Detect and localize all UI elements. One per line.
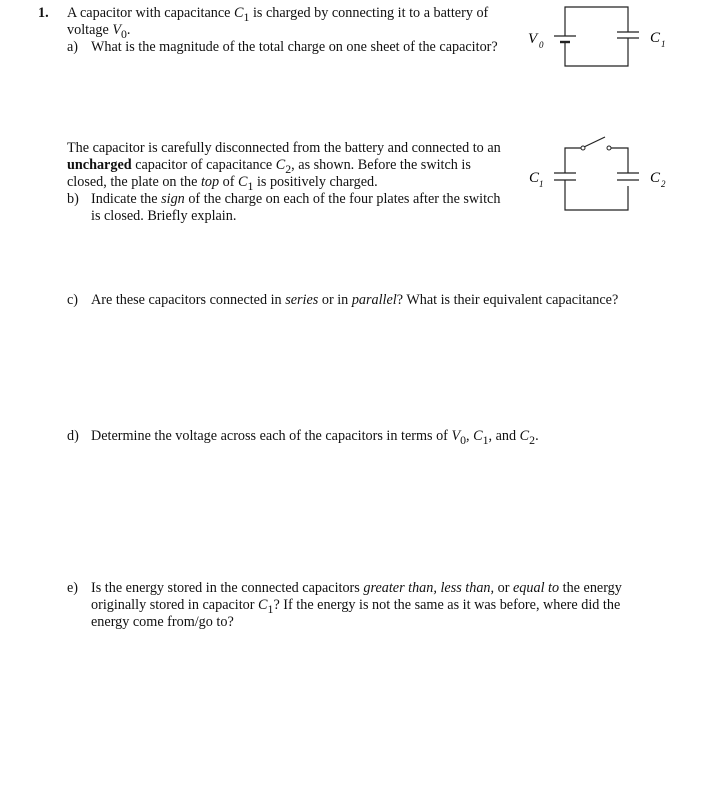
circuit1-wire-bottom bbox=[565, 42, 628, 66]
part-e-text: or bbox=[494, 580, 513, 596]
circuit-diagram-1 bbox=[525, 0, 685, 72]
c2-symbol: C bbox=[275, 157, 286, 173]
c1-symbol: C bbox=[238, 174, 248, 190]
c1-subscript: 1 bbox=[482, 432, 489, 447]
part-e-text: ? If the energy is not the same as it was before, where did the bbox=[273, 597, 621, 613]
top-italic: top bbox=[200, 174, 220, 190]
circuit2-wire-top-left bbox=[565, 148, 581, 173]
intro-text: is charged by connecting it to a battery of bbox=[249, 5, 489, 21]
part-b-text: Indicate the bbox=[91, 191, 162, 207]
part-c-text: Are these capacitors connected in bbox=[91, 292, 286, 308]
circuit2-wire-bottom bbox=[565, 180, 628, 210]
c2-symbol: C bbox=[519, 428, 530, 444]
c1-symbol: C bbox=[258, 597, 268, 613]
setup-text: is positively charged. bbox=[253, 174, 378, 190]
setup-text: , as shown. Before the switch is bbox=[291, 157, 471, 173]
cap1-label: C bbox=[529, 170, 540, 186]
problem-number: 1. bbox=[38, 5, 49, 21]
intro-text: voltage bbox=[67, 22, 113, 38]
part-e-line-3: energy come from/go to? bbox=[91, 614, 234, 630]
part-c-text: ? What is their equivalent capacitance? bbox=[396, 292, 619, 308]
part-e-line-1 bbox=[91, 580, 622, 597]
part-b-line-2: is closed. Briefly explain. bbox=[91, 208, 237, 224]
part-d-text: . bbox=[535, 428, 539, 444]
part-a-text: What is the magnitude of the total charge on one sheet of the capacitor? bbox=[91, 39, 498, 55]
part-b-text: of the charge on each of the four plates after the switch bbox=[184, 191, 501, 207]
setup-line-1: The capacitor is carefully disconnected from the battery and connected to an bbox=[67, 140, 501, 156]
switch-blade bbox=[584, 137, 605, 147]
c2-subscript: 2 bbox=[529, 432, 536, 447]
switch-contact-right bbox=[607, 146, 611, 150]
part-e-text: originally stored in capacitor bbox=[91, 597, 259, 613]
equal-to-italic: equal to bbox=[512, 580, 560, 596]
part-c-text bbox=[91, 292, 618, 309]
c1-subscript: 1 bbox=[267, 601, 274, 616]
c2-subscript: 2 bbox=[285, 161, 292, 176]
part-d-text: , and bbox=[488, 428, 520, 444]
part-c-text: or in bbox=[318, 292, 352, 308]
parallel-italic: parallel bbox=[351, 292, 397, 308]
v0-subscript: 0 bbox=[120, 26, 127, 41]
c1-subscript: 1 bbox=[247, 178, 254, 193]
comparison-options-italic: greater than, less than, bbox=[363, 580, 495, 596]
intro-text: A capacitor with capacitance bbox=[67, 5, 235, 21]
cap1-label-sub: 1 bbox=[539, 179, 544, 189]
cap-c1-label-sub: 1 bbox=[661, 39, 666, 49]
cap2-label: C bbox=[650, 170, 661, 186]
part-d-text: , bbox=[466, 428, 474, 444]
part-d-text: Determine the voltage across each of the capacitors in terms of bbox=[91, 428, 452, 444]
c1-symbol: C bbox=[234, 5, 244, 21]
series-italic: series bbox=[285, 292, 319, 308]
battery-label-sub: 0 bbox=[539, 40, 544, 50]
cap-c1-label: C bbox=[650, 30, 661, 46]
part-b-label: b) bbox=[67, 191, 79, 207]
c1-symbol: C bbox=[473, 428, 483, 444]
part-a-label: a) bbox=[67, 39, 79, 55]
setup-text: capacitor of capacitance bbox=[131, 157, 276, 173]
setup-text: of bbox=[219, 174, 239, 190]
cap2-label-sub: 2 bbox=[661, 179, 666, 189]
v0-subscript: 0 bbox=[460, 432, 467, 447]
circuit2-wire-top-right bbox=[610, 148, 628, 173]
battery-label: V bbox=[528, 31, 538, 47]
circuit-diagram-2 bbox=[525, 130, 685, 220]
v0-symbol: V bbox=[451, 428, 461, 444]
part-c-label: c) bbox=[67, 292, 79, 308]
setup-text: closed, the plate on the bbox=[67, 174, 201, 190]
sign-italic: sign bbox=[161, 191, 185, 207]
part-d-label: d) bbox=[67, 428, 79, 444]
c1-subscript: 1 bbox=[243, 9, 250, 24]
part-e-text: the energy bbox=[559, 580, 622, 596]
part-e-text: Is the energy stored in the connected capacitors bbox=[91, 580, 364, 596]
part-e-label: e) bbox=[67, 580, 79, 596]
switch-contact-left bbox=[581, 146, 585, 150]
uncharged-bold: uncharged bbox=[67, 157, 132, 173]
intro-text: . bbox=[126, 22, 131, 38]
v0-symbol: V bbox=[112, 22, 121, 38]
part-b-line-1 bbox=[91, 191, 500, 208]
part-d-text bbox=[91, 428, 539, 449]
